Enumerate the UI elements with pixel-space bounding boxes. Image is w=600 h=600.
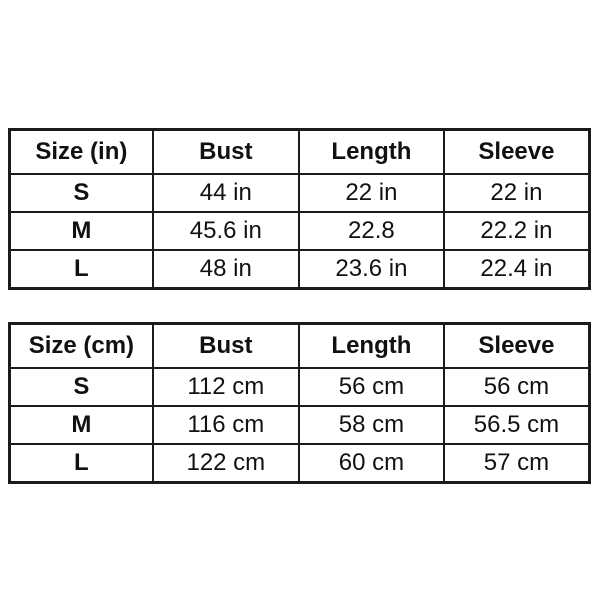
column-header-bust: Bust xyxy=(153,130,299,175)
column-header-sleeve: Sleeve xyxy=(444,130,590,175)
length-value: 23.6 in xyxy=(299,250,444,289)
sleeve-value: 22 in xyxy=(444,174,590,212)
sleeve-value: 56 cm xyxy=(444,368,590,406)
column-header-length: Length xyxy=(299,130,444,175)
column-header-length: Length xyxy=(299,324,444,369)
bust-value: 44 in xyxy=(153,174,299,212)
table-row-l xyxy=(10,444,590,483)
size-chart-centimeters-table xyxy=(8,322,591,484)
length-value: 22 in xyxy=(299,174,444,212)
sleeve-value: 57 cm xyxy=(444,444,590,483)
table-row-s xyxy=(10,174,590,212)
header-row xyxy=(10,130,590,175)
length-value: 58 cm xyxy=(299,406,444,444)
column-header-bust: Bust xyxy=(153,324,299,369)
bust-value: 48 in xyxy=(153,250,299,289)
column-header-sleeve: Sleeve xyxy=(444,324,590,369)
length-value: 56 cm xyxy=(299,368,444,406)
size-label: M xyxy=(10,406,153,444)
size-label: S xyxy=(10,174,153,212)
size-chart-inches-table xyxy=(8,128,591,290)
sleeve-value: 56.5 cm xyxy=(444,406,590,444)
bust-value: 116 cm xyxy=(153,406,299,444)
sleeve-value: 22.4 in xyxy=(444,250,590,289)
column-header-size: Size (in) xyxy=(10,130,153,175)
length-value: 60 cm xyxy=(299,444,444,483)
bust-value: 122 cm xyxy=(153,444,299,483)
length-value: 22.8 xyxy=(299,212,444,250)
table-row-m xyxy=(10,406,590,444)
table-row-l xyxy=(10,250,590,289)
header-row xyxy=(10,324,590,369)
size-label: L xyxy=(10,444,153,483)
column-header-size: Size (cm) xyxy=(10,324,153,369)
size-label: M xyxy=(10,212,153,250)
sleeve-value: 22.2 in xyxy=(444,212,590,250)
table-row-m xyxy=(10,212,590,250)
bust-value: 45.6 in xyxy=(153,212,299,250)
size-label: S xyxy=(10,368,153,406)
bust-value: 112 cm xyxy=(153,368,299,406)
table-row-s xyxy=(10,368,590,406)
size-label: L xyxy=(10,250,153,289)
